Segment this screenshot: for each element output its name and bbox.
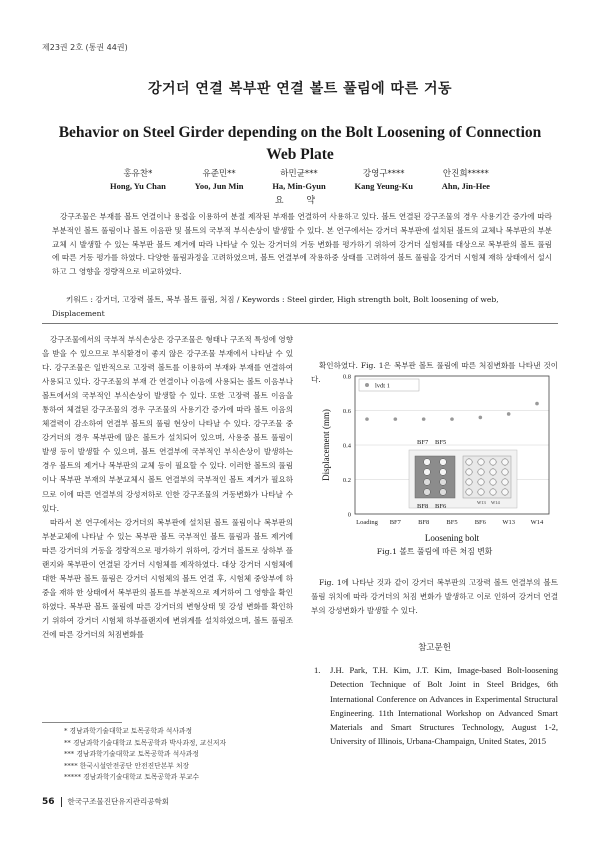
- bolt-icon: [466, 459, 472, 465]
- inset-label: BF8: [417, 503, 429, 510]
- inset-label: W13: [477, 500, 486, 505]
- journal-name: 한국구조물진단유지관리공학회: [67, 797, 169, 806]
- body-right-mid: Fig. 1에 나타난 것과 같이 강거더 복부판의 고장력 볼트 연결부의 볼트 풀림 위치에 따라 강거더의 처짐 변화가 발생하고 이로 인하여 강거더 연결부의 강성변화가 발생할 수 있다.: [311, 578, 558, 616]
- bolt-icon: [466, 479, 472, 485]
- body-right-top: 확인하였다. Fig. 1은 복부판 볼트 풀림에 따른 처짐변화를 나타낸 것이다.: [311, 361, 558, 385]
- title-english: Behavior on Steel Girder depending on the Bolt Loosening of Connection Web Plate: [58, 124, 542, 163]
- footnote: ** 경남과학기술대학교 토목공학과 박사과정, 교신저자: [64, 738, 227, 747]
- inset-label: BF7: [417, 439, 429, 446]
- bolt-icon: [466, 489, 472, 495]
- y-axis-label: Displacement (mm): [321, 409, 331, 481]
- y-tick-label: 0.8: [342, 373, 351, 381]
- bolt-icon: [490, 489, 496, 495]
- author: [354, 168, 413, 192]
- author-name-en: Hong, Yu Chan: [110, 181, 166, 191]
- page-footer: [42, 796, 169, 807]
- y-tick-label: 0.6: [342, 408, 351, 415]
- author-name-ko: 유준민**: [202, 169, 236, 179]
- bolt-icon: [440, 469, 447, 476]
- data-point: [479, 416, 483, 420]
- data-point: [422, 417, 426, 421]
- issue-header: 제23권 2호 (통권 44권): [42, 43, 128, 52]
- data-point: [535, 402, 539, 406]
- y-tick-label: 0.4: [342, 442, 351, 450]
- data-point: [450, 417, 454, 421]
- x-tick-label: BF7: [389, 519, 401, 526]
- references-heading: 참고문헌: [418, 643, 451, 653]
- bolt-icon: [502, 479, 508, 485]
- inset-label: BF5: [435, 439, 447, 446]
- bolt-icon: [478, 469, 484, 475]
- footnotes: [42, 726, 226, 784]
- bolt-icon: [478, 479, 484, 485]
- bolt-icon: [440, 479, 447, 486]
- bolt-icon: [440, 459, 447, 466]
- data-point: [365, 417, 369, 421]
- author: [195, 168, 244, 192]
- x-tick-label: BF5: [446, 519, 458, 526]
- author-name-en: Ha, Min-Gyun: [272, 181, 326, 191]
- bolt-icon: [478, 459, 484, 465]
- x-tick-label: W13: [502, 519, 515, 526]
- bolt-icon: [490, 459, 496, 465]
- bolt-icon: [424, 479, 431, 486]
- footnote: *** 경남과학기술대학교 토목공학과 석사과정: [64, 750, 199, 759]
- legend-marker: [365, 383, 369, 387]
- figure-caption: Fig.1 볼트 풀림에 따른 처짐 변화: [376, 547, 493, 556]
- footnote: **** 한국시설안전공단 안전진단본부 처장: [64, 761, 190, 770]
- bolt-icon: [478, 489, 484, 495]
- body-left-column: [42, 333, 293, 642]
- bolt-icon: [424, 459, 431, 466]
- author-list: [110, 168, 490, 192]
- body-paragraph: 강구조물에서의 국부적 부식손상은 강구조물은 형태나 구조적 특성에 영향을 받을 수 있으므로 부식환경이 좋지 않은 강구조물 부재에서 나타날 수 있다. 강구조물은 일반적으로 고장력 볼트를 이용하여 부재와 부재를 연결하여 사용되고 있다. 강구조물의 부재 간 연결이나 이음에 사용되는 볼트 이음부나 볼트에서의 국부적인 부식손상이 발생할 수 있다. 또한 고장력 볼트 이음을 통하여 체결된 강구조물의 경우 구조물의 사용기간 증가에 따라 볼트 이음의 체결력이 감소하여 연결부 볼트의 풀림 현상이 나타날 수 있다. 강구조물 중 강거더의 경우 복부판에 많은 볼트가 설치되어 있으며, 사용중 볼트 풀림이 발생 등이 발생할 수 있으며, 볼트 연결부에 국부적인 부식손상이 발생하는 경우 볼트의 제거나 복부판의 교체 등이 필요할 수 있다. 이러한 볼트의 풀림이나 복부판 부재의 부분교체시 볼트 연결부의 국부적인 볼트 제거가 필요하므로 이에 따른 연결부의 강성저하로 인한 강구조물의 거동변화가 나타날 수 있다.: [42, 335, 293, 513]
- bolt-icon: [502, 489, 508, 495]
- x-tick-label: BF8: [418, 519, 430, 526]
- author-name-ko: 홍유찬*: [123, 169, 153, 179]
- page-number: 56: [42, 797, 62, 807]
- author: [442, 168, 490, 192]
- title-korean: 강거더 연결 복부판 연결 볼트 풀림에 따른 거동: [147, 81, 453, 97]
- footnote: ***** 경남과학기술대학교 토목공학과 부교수: [64, 773, 200, 782]
- footnote-divider: [42, 722, 122, 723]
- author-name-en: Ahn, Jin-Hee: [441, 181, 490, 191]
- legend-label: lvdt 1: [375, 382, 390, 390]
- section-divider: [42, 323, 558, 324]
- bolt-icon: [440, 489, 447, 496]
- author: [110, 168, 166, 192]
- abstract-text: 강구조물은 부재를 볼트 연결이나 용접을 이용하여 분절 제작된 부재를 연결하여 사용하고 있다. 볼트 연결된 강구조물의 경우 사용기간 증가에 따라 부분적인 볼트 풀림이나 볼트 이음판 및 볼트의 국부적 부식손상이 발생할 수 있다. 본 연구에서는 강거더 복부판에 설치된 볼트의 교체나 복부판의 부분 교체 시 발생할 수 있는 복부판 볼트 제거에 따라 나타날 수 있는 강거더의 거동 변화를 평가하기 위하여 강거더 실험체를 대상으로 복부판의 볼트 풀림에 따른 거동 평가를 하였다. 다양한 풀림과정을 고려하였으며, 볼트 연결부에 작용하중 상태를 고려하여 볼트 풀림을 강거더 시험체 재하 상태에서 설시하고 그 영향을 정량적으로 비교하였다.: [52, 212, 552, 277]
- bolt-icon: [490, 479, 496, 485]
- inset-label: W14: [491, 500, 500, 505]
- x-tick-label: Loading: [356, 519, 378, 526]
- data-point: [507, 412, 511, 416]
- bolt-icon: [502, 469, 508, 475]
- bolt-icon: [424, 469, 431, 476]
- author-name-ko: 하민균***: [280, 169, 318, 179]
- x-tick-label: BF6: [474, 519, 486, 526]
- body-paragraph: 따라서 본 연구에서는 강거더의 복부판에 설치된 볼트 풀림이나 복부판의 부분교체에 나타날 수 있는 복부판 볼트 국부적인 볼트 풀림과 볼트 제거에 따른 강거더의 거동을 정량적으로 평가하기 위하여, 강거더 볼트로 상하부 플랜지와 복부판이 연결된 강거더 시험체를 제작하였다. 대상 강거더 시험체에 대한 복부판 볼트 풀림은 강거더 시험체의 볼트 연결 후, 시험체 중앙부에 하중을 재하 한 상태에서 복부판의 볼트를 부분적으로 제거하여 그 영향을 확인하였다. 복부판 볼트 풀림에 따른 강거더의 변형상태 및 강성 변화를 확인하기 위하여 강거더 시험체 하부플랜지에 변위계를 설치하였으며, 볼트 풀림조건에 따른 강거더의 처짐변화를: [42, 517, 293, 639]
- author-name-ko: 안진희*****: [442, 169, 489, 179]
- bolt-icon: [424, 489, 431, 496]
- x-tick-label: W14: [530, 519, 544, 526]
- y-tick-label: 0: [347, 511, 351, 519]
- data-point: [394, 417, 398, 421]
- figure-1-chart: [317, 372, 555, 544]
- keywords: 키워드 : 강거더, 고장력 볼트, 복부 볼트 풀림, 처짐 / Keywords : Steel girder, High strength bolt, Bolt loosening of web, Displacement: [52, 295, 499, 318]
- bolt-icon: [490, 469, 496, 475]
- reference-text: J.H. Park, T.H. Kim, J.T. Kim, Image-based Bolt-loosening Detection Technique of Bolt Joint in Steel Bridges, 6th International Conference on Advances in Experimental Structural Engineering. 11th International Workshop on Advanced Smart Materials and Smart Structures Technology, August 1-2, University of Illinois, Urbana-Champaign, United States, 2015: [330, 665, 558, 747]
- author-name-en: Kang Yeung-Ku: [354, 181, 413, 191]
- reference-number: 1.: [314, 665, 321, 675]
- splice-plate: [415, 456, 455, 498]
- bolt-icon: [502, 459, 508, 465]
- y-tick-label: 0.2: [342, 477, 351, 484]
- footnote: * 경남과학기술대학교 토목공학과 석사과정: [64, 727, 193, 735]
- inset-label: BF6: [435, 503, 447, 510]
- abstract-heading: 요 약: [274, 196, 326, 206]
- bolt-icon: [466, 469, 472, 475]
- reference-item: [311, 663, 558, 749]
- x-axis-label: Loosening bolt: [424, 533, 480, 543]
- author: [272, 168, 325, 192]
- author-name-ko: 강영구****: [362, 169, 405, 179]
- author-name-en: Yoo, Jun Min: [194, 181, 244, 191]
